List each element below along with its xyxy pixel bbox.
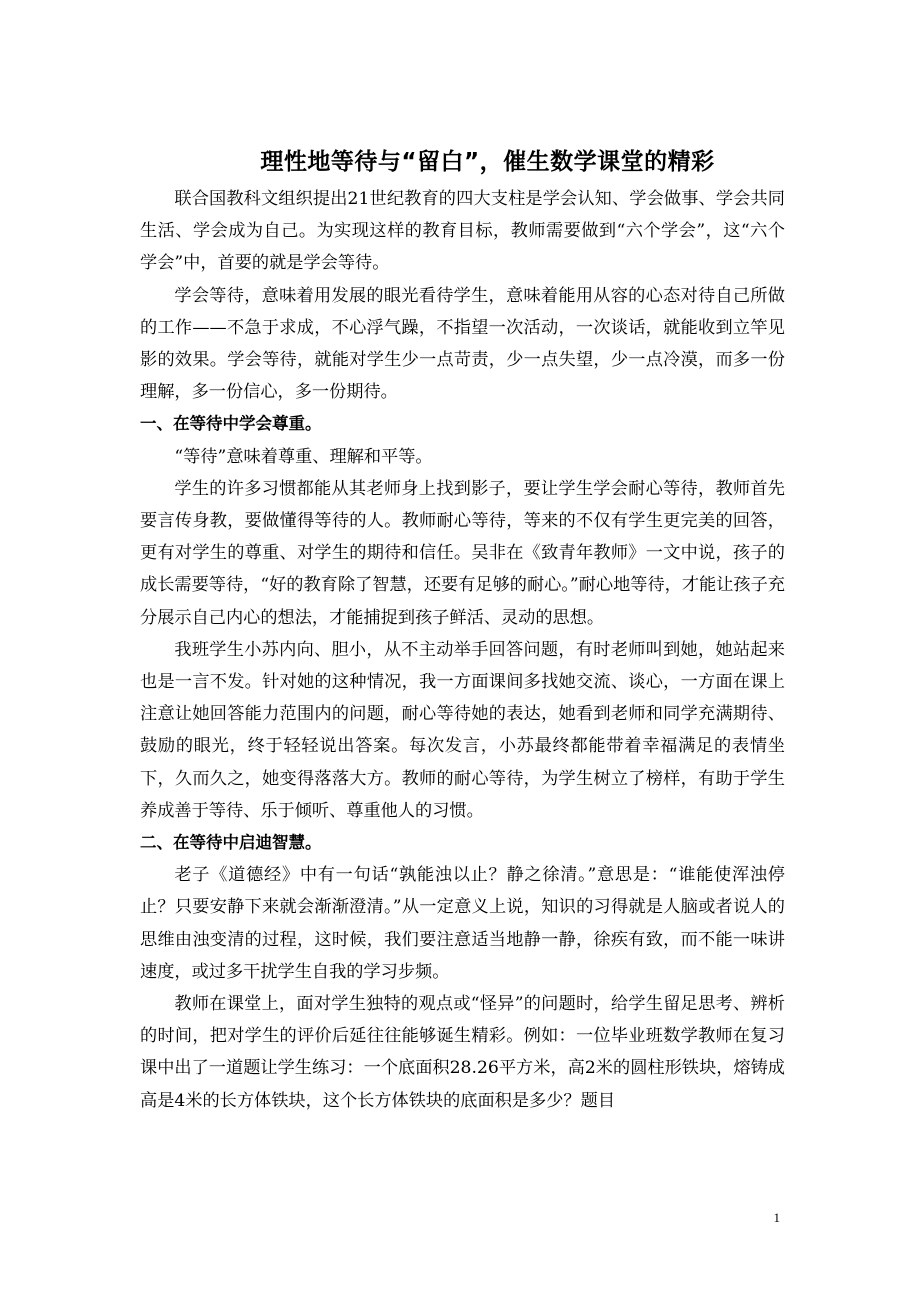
paragraph-section1-2: 学生的许多习惯都能从其老师身上找到影子，要让学生学会耐心等待，教师首先要言传身教，要做懂得等待的人。教师耐心等待，等来的不仅有学生更完美的回答，更有对学生的尊重、对学生的期待和信任。吴非在《致青年教师》一文中说，孩子的成长需要等待，“好的教育除了智慧，还要有足够的耐心。”耐心地等待，才能让孩子充分展示自己内心的想法，才能捕捉到孩子鲜活、灵动的思想。 [140,478,785,628]
document-title: 理性地等待与“留白”，催生数学课堂的精彩 [260,149,715,175]
section-heading-2: 二、在等待中启迪智慧。 [140,833,322,853]
paragraph-section1-3: 我班学生小苏内向、胆小，从不主动举手回答问题，有时老师叫到她，她站起来也是一言不发。针对她的这种情况，我一方面课间多找她交流、谈心，一方面在课上注意让她回答能力范围内的问题，耐心等待她的表达，她看到老师和同学充满期待、鼓励的眼光，终于轻轻说出答案。每次发言，小苏最终都能带着幸福满足的表情坐下，久而久之，她变得落落大方。教师的耐心等待，为学生树立了榜样，有助于学生养成善于等待、乐于倾听、尊重他人的习惯。 [140,639,785,821]
paragraph-section2-2: 教师在课堂上，面对学生独特的观点或“怪异”的问题时，给学生留足思考、辨析的时间，把对学生的评价后延往往能够诞生精彩。例如：一位毕业班数学教师在复习课中出了一道题让学生练习：一个底面积28.26平方米，高2米的圆柱形铁块，熔铸成高是4米的长方体铁块，这个长方体铁块的底面积是多少？题目 [140,994,785,1111]
paragraph-intro-1: 联合国教科文组织提出21世纪教育的四大支柱是学会认知、学会做事、学会共同生活、学会成为自己。为实现这样的教育目标，教师需要做到“六个学会”，这“六个学会”中，首要的就是学会等待。 [140,189,785,274]
section-heading-1: 一、在等待中学会尊重。 [140,414,322,434]
page-number: 1 [773,1210,780,1225]
paragraph-list [140,183,785,1117]
paragraph-section2-1: 老子《道德经》中有一句话“孰能浊以止？静之徐清。”意思是：“谁能使浑浊停止？只要安静下来就会渐渐澄清。”从一定意义上说，知识的习得就是人脑或者说人的思维由浊变清的过程，这时候，我们要注意适当地静一静，徐疾有致，而不能一味讲速度，或过多干扰学生自我的学习步频。 [140,865,785,982]
paragraph-section1-1: “等待”意味着尊重、理解和平等。 [174,446,433,467]
document-body [140,145,785,1117]
paragraph-intro-2: 学会等待，意味着用发展的眼光看待学生，意味着能用从容的心态对待自己所做的工作——不急于求成，不心浮气躁，不指望一次活动，一次谈话，就能收到立竿见影的效果。学会等待，就能对学生少一点苛责，少一点失望，少一点冷漠，而多一份理解，多一份信心，多一份期待。 [140,285,785,403]
